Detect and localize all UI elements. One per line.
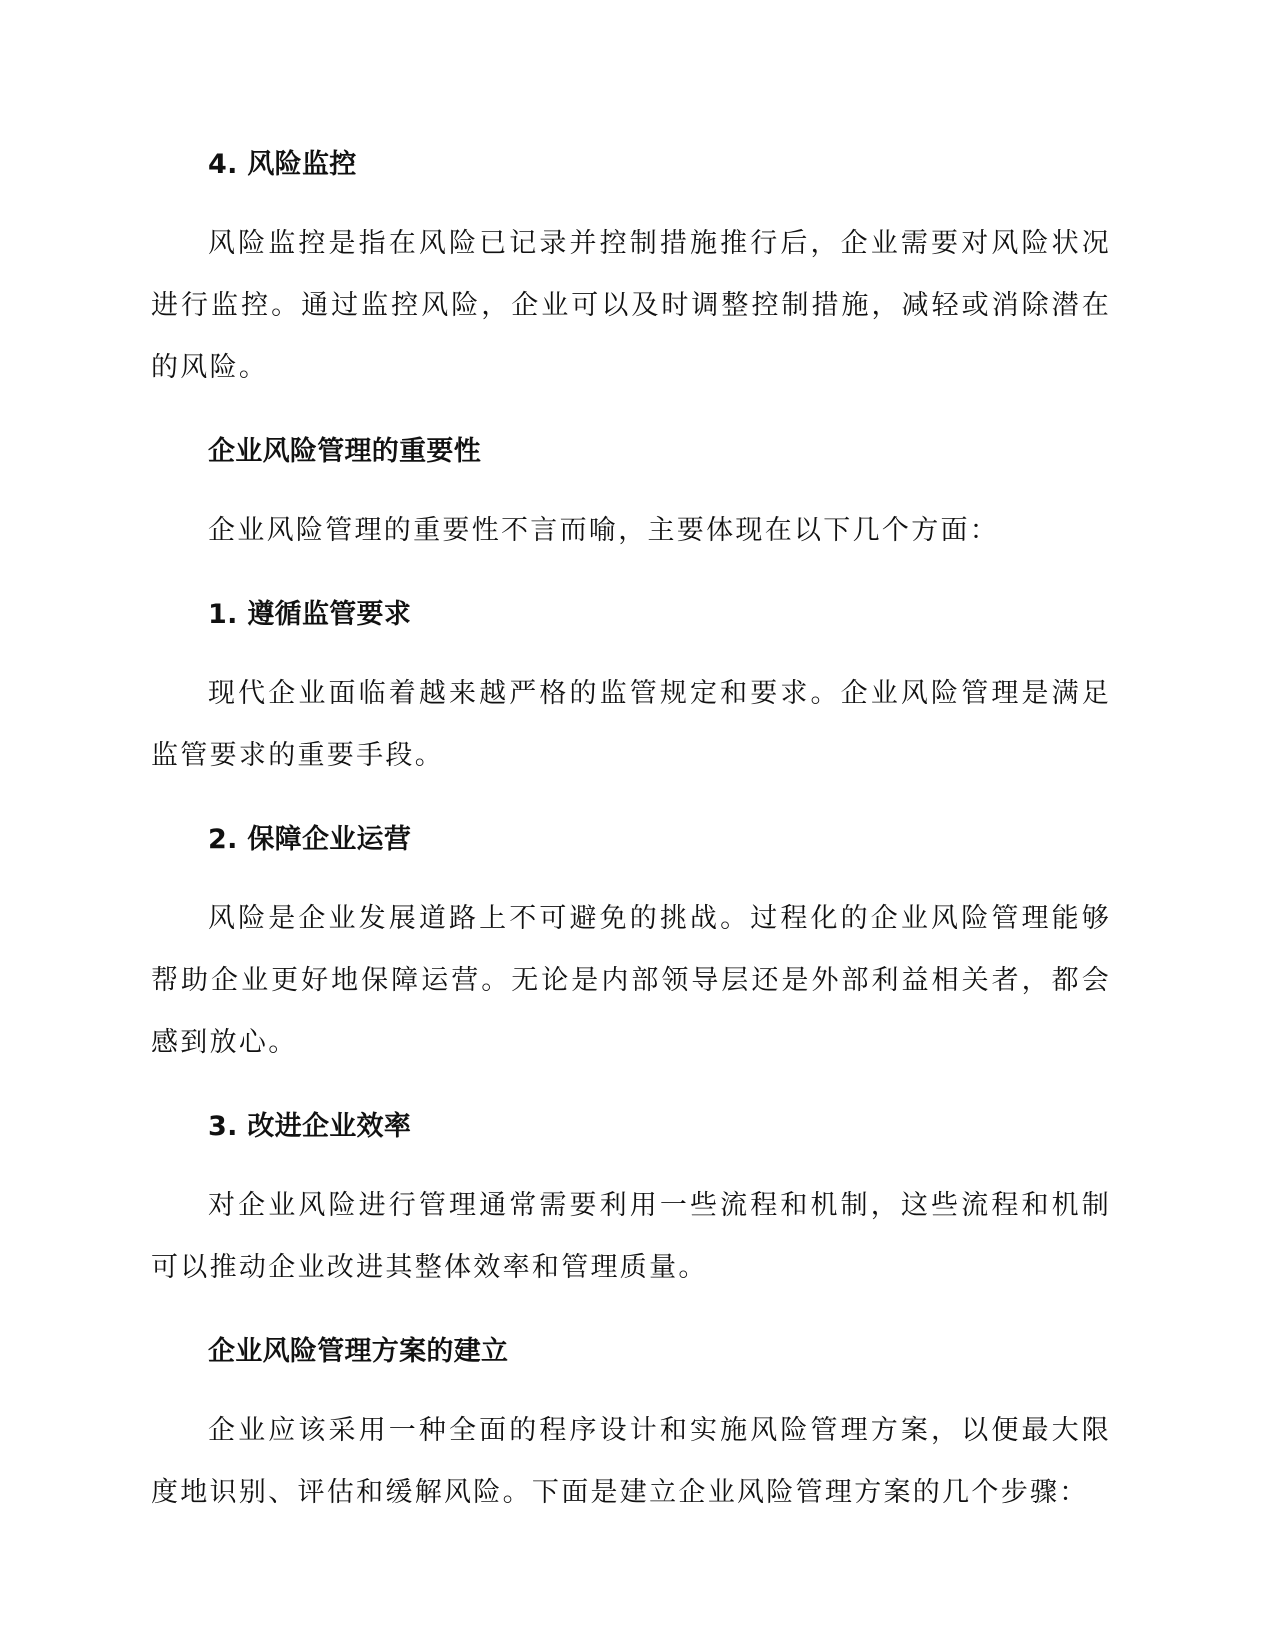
section-heading-efficiency: 3. 改进企业效率 <box>208 1111 412 1142</box>
paragraph-risk-monitoring: 风险监控是指在风险已记录并控制措施推行后，企业需要对风险状况进行监控。通过监控风险，企业可以及时调整控制措施，减轻或消除潜在的风险。 <box>151 228 1111 383</box>
paragraph-operations: 风险是企业发展道路上不可避免的挑战。过程化的企业风险管理能够帮助企业更好地保障运营。无论是内部领导层还是外部利益相关者，都会感到放心。 <box>151 903 1111 1058</box>
document-body <box>151 146 1111 1524</box>
section-heading-program-setup: 企业风险管理方案的建立 <box>208 1336 509 1367</box>
paragraph-efficiency: 对企业风险进行管理通常需要利用一些流程和机制，这些流程和机制可以推动企业改进其整体效率和管理质量。 <box>151 1190 1111 1283</box>
section-heading-compliance: 1. 遵循监管要求 <box>208 599 412 630</box>
section-heading-importance: 企业风险管理的重要性 <box>208 436 481 467</box>
paragraph-importance-intro: 企业风险管理的重要性不言而喻，主要体现在以下几个方面： <box>208 515 1000 546</box>
section-heading-risk-monitoring: 4. 风险监控 <box>208 149 357 180</box>
paragraph-program-setup: 企业应该采用一种全面的程序设计和实施风险管理方案，以便最大限度地识别、评估和缓解风险。下面是建立企业风险管理方案的几个步骤： <box>151 1415 1111 1508</box>
section-heading-operations: 2. 保障企业运营 <box>208 824 412 855</box>
paragraph-compliance: 现代企业面临着越来越严格的监管规定和要求。企业风险管理是满足监管要求的重要手段。 <box>151 678 1111 771</box>
